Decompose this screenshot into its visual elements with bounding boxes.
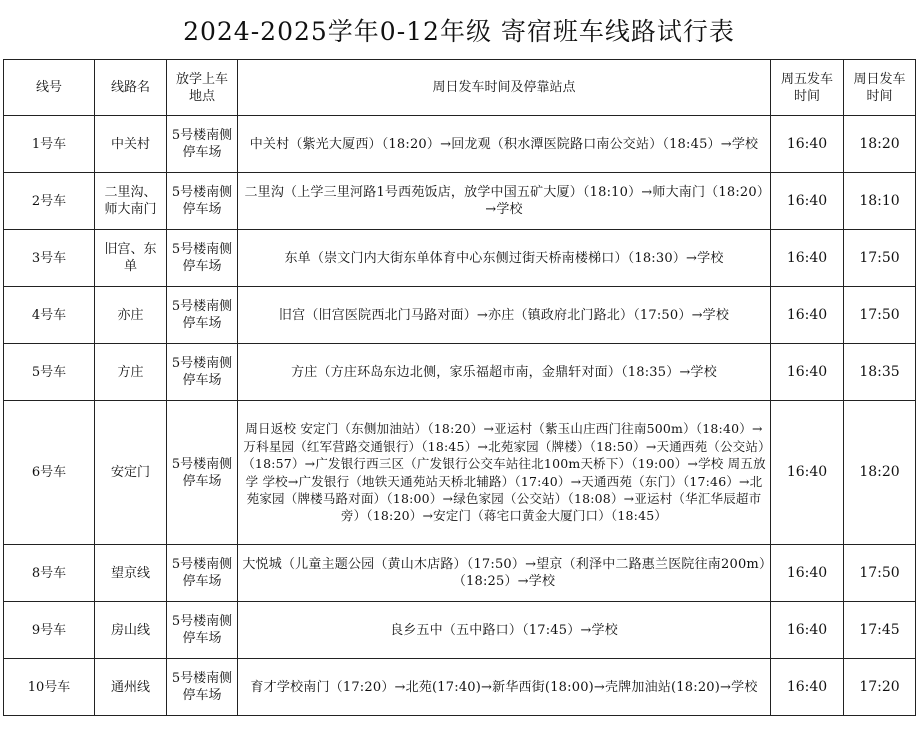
boarding-place: 5号楼南侧停车场 (167, 602, 238, 659)
table-row (4, 287, 916, 344)
header-friday-time: 周五发车时间 (771, 60, 844, 116)
line-no: 1号车 (4, 116, 95, 173)
sunday-time: 17:45 (844, 602, 916, 659)
friday-time: 16:40 (771, 602, 844, 659)
route-stops: 育才学校南门（17:20）→北苑(17:40)→新华西街(18:00)→壳牌加油站(18:20)→学校 (238, 659, 771, 716)
boarding-place: 5号楼南侧停车场 (167, 173, 238, 230)
friday-time: 16:40 (771, 659, 844, 716)
boarding-place: 5号楼南侧停车场 (167, 659, 238, 716)
sunday-time: 18:35 (844, 344, 916, 401)
friday-time: 16:40 (771, 116, 844, 173)
boarding-place: 5号楼南侧停车场 (167, 116, 238, 173)
route-stops: 二里沟（上学三里河路1号西苑饭店，放学中国五矿大厦）（18:10）→师大南门（18:20）→学校 (238, 173, 771, 230)
line-name: 安定门 (95, 401, 167, 545)
table-row (4, 344, 916, 401)
sunday-time: 18:20 (844, 116, 916, 173)
line-no: 5号车 (4, 344, 95, 401)
line-no: 6号车 (4, 401, 95, 545)
sunday-time: 17:20 (844, 659, 916, 716)
friday-time: 16:40 (771, 230, 844, 287)
route-stops: 中关村（紫光大厦西）（18:20）→回龙观（积水潭医院路口南公交站）（18:45）→学校 (238, 116, 771, 173)
sunday-time: 17:50 (844, 287, 916, 344)
line-no: 4号车 (4, 287, 95, 344)
header-line-name: 线路名 (95, 60, 167, 116)
sunday-time: 17:50 (844, 230, 916, 287)
header-line-no: 线号 (4, 60, 95, 116)
line-name: 旧宫、东单 (95, 230, 167, 287)
route-stops: 良乡五中（五中路口）（17:45）→学校 (238, 602, 771, 659)
table-header-row (4, 60, 916, 116)
header-route: 周日发车时间及停靠站点 (238, 60, 771, 116)
boarding-place: 5号楼南侧停车场 (167, 287, 238, 344)
line-name: 通州线 (95, 659, 167, 716)
line-no: 2号车 (4, 173, 95, 230)
line-no: 10号车 (4, 659, 95, 716)
line-name: 望京线 (95, 545, 167, 602)
sunday-time: 17:50 (844, 545, 916, 602)
friday-time: 16:40 (771, 173, 844, 230)
friday-time: 16:40 (771, 401, 844, 545)
boarding-place: 5号楼南侧停车场 (167, 230, 238, 287)
line-no: 8号车 (4, 545, 95, 602)
table-row (4, 401, 916, 545)
friday-time: 16:40 (771, 344, 844, 401)
bus-schedule-table (3, 59, 916, 716)
line-no: 9号车 (4, 602, 95, 659)
header-boarding-place: 放学上车地点 (167, 60, 238, 116)
boarding-place: 5号楼南侧停车场 (167, 401, 238, 545)
line-name: 亦庄 (95, 287, 167, 344)
header-sunday-time: 周日发车时间 (844, 60, 916, 116)
route-stops: 东单（崇文门内大街东单体育中心东侧过街天桥南楼梯口）（18:30）→学校 (238, 230, 771, 287)
table-row (4, 230, 916, 287)
table-row (4, 602, 916, 659)
line-no: 3号车 (4, 230, 95, 287)
line-name: 方庄 (95, 344, 167, 401)
document-title: 2024-2025学年0-12年级 寄宿班车线路试行表 (183, 17, 735, 46)
route-stops: 旧宫（旧宫医院西北门马路对面）→亦庄（镇政府北门路北）（17:50）→学校 (238, 287, 771, 344)
sunday-time: 18:20 (844, 401, 916, 545)
boarding-place: 5号楼南侧停车场 (167, 545, 238, 602)
sunday-time: 18:10 (844, 173, 916, 230)
line-name: 中关村 (95, 116, 167, 173)
table-row (4, 173, 916, 230)
route-stops: 周日返校 安定门（东侧加油站）（18:20）→亚运村（紫玉山庄西门往南500m）（18:40）→万科星园（红军营路交通银行）（18:45）→北苑家园（牌楼）（18:50）→天通西苑（公交站）（18:57）→广发银行西三区（广发银行公交车站往北100m天桥下）（19:00）→学校 周五放学 学校→广发银行（地铁天通苑站天桥北辅路）（17:40）→天通西苑（东门）（17:46）→北苑家园（牌楼马路对面）（18:00）→绿色家园（公交站）（18:08）→亚运村（华汇华辰超市旁）（18:20）→安定门（蒋宅口黄金大厦门口）（18:45） (238, 401, 771, 545)
table-row (4, 545, 916, 602)
route-stops: 大悦城（儿童主题公园（黄山木店路）（17:50）→望京（利泽中二路惠兰医院往南200m）（18:25）→学校 (238, 545, 771, 602)
line-name: 二里沟、师大南门 (95, 173, 167, 230)
boarding-place: 5号楼南侧停车场 (167, 344, 238, 401)
friday-time: 16:40 (771, 545, 844, 602)
line-name: 房山线 (95, 602, 167, 659)
friday-time: 16:40 (771, 287, 844, 344)
table-row (4, 659, 916, 716)
route-stops: 方庄（方庄环岛东边北侧，家乐福超市南，金鼎轩对面）（18:35）→学校 (238, 344, 771, 401)
table-row (4, 116, 916, 173)
